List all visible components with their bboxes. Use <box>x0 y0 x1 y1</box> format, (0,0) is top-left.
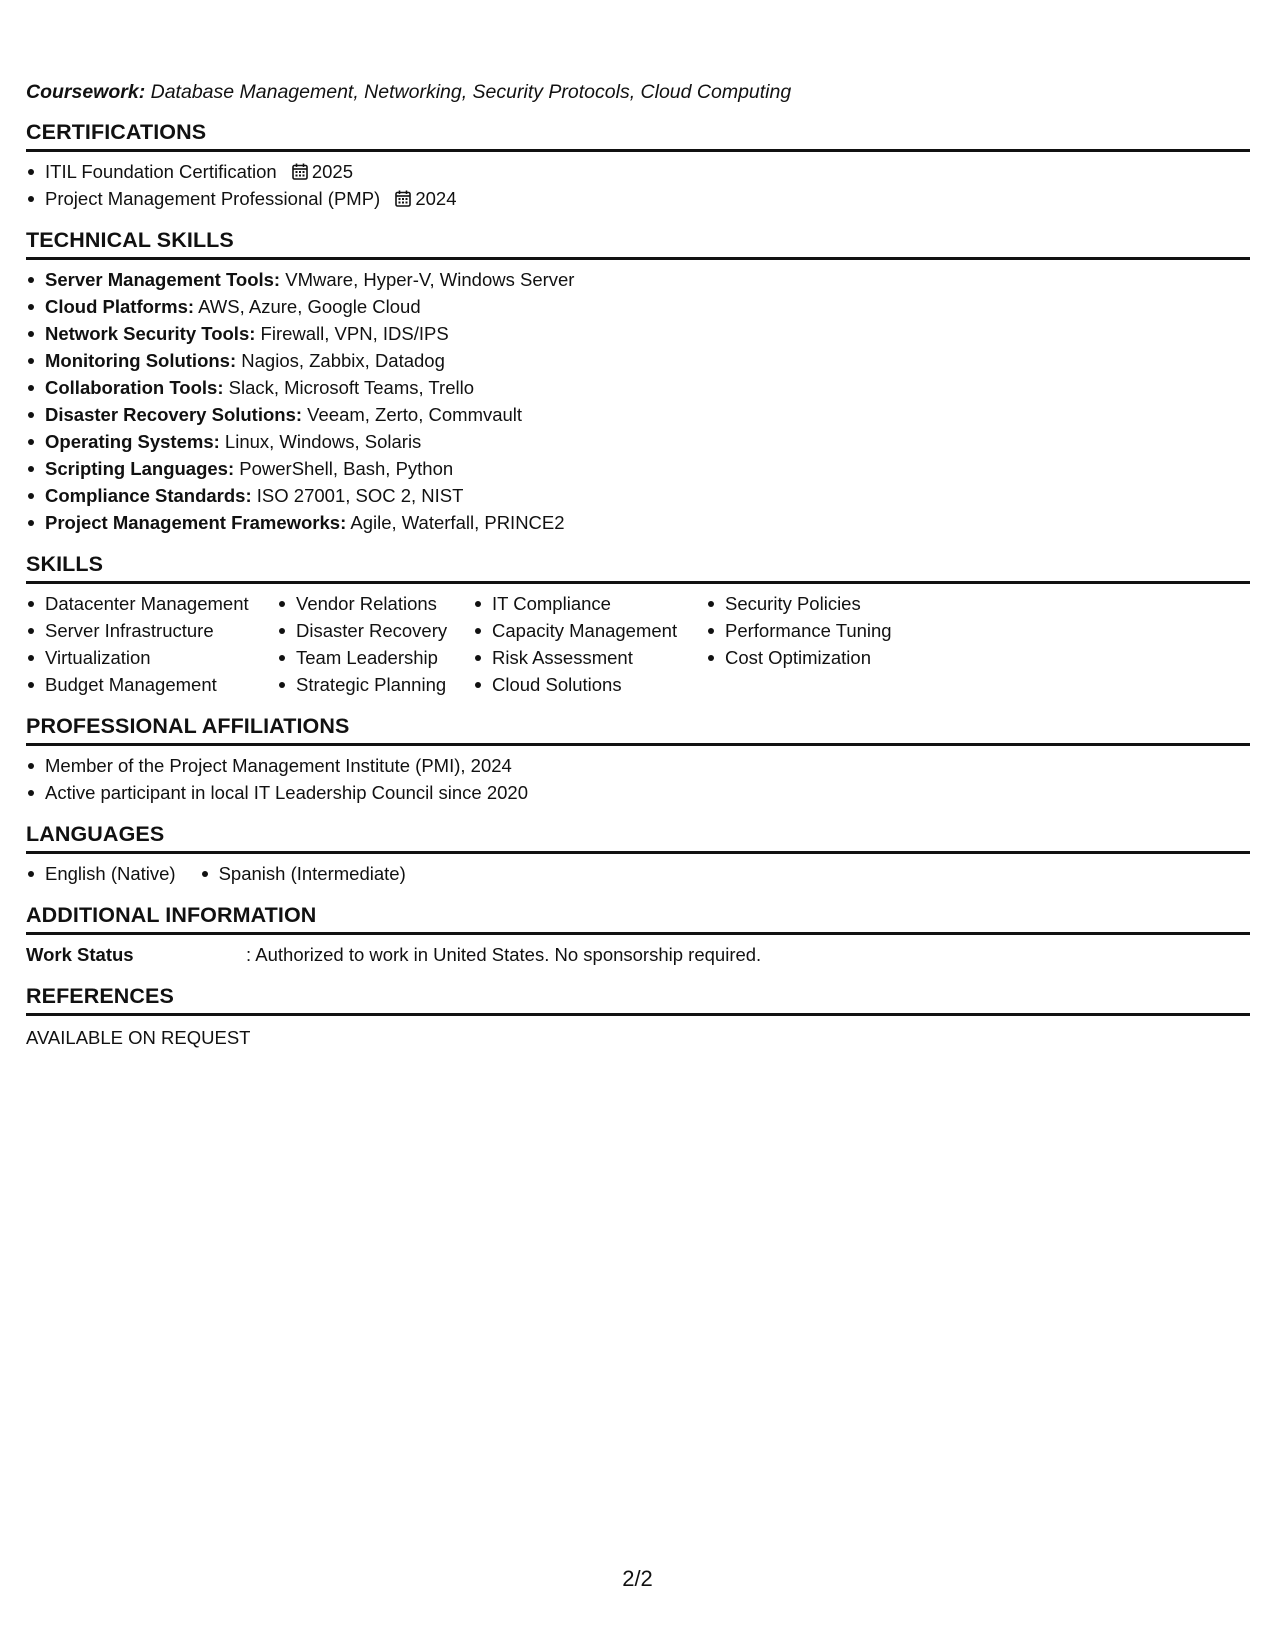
coursework-label: Coursework: <box>26 81 146 103</box>
skills-column <box>706 590 926 698</box>
technical-skill-item <box>26 347 1250 374</box>
affiliations-heading: PROFESSIONAL AFFILIATIONS <box>26 712 1250 746</box>
page-number: 2/2 <box>622 1566 653 1591</box>
technical-skill-label: Network Security Tools: <box>45 323 256 344</box>
work-status-label: Work Status <box>26 944 134 965</box>
technical-skill-value: Veeam, Zerto, Commvault <box>307 404 523 425</box>
skill-item: Virtualization <box>26 644 277 671</box>
technical-skills-list <box>26 266 1250 536</box>
work-status-value: : Authorized to work in United States. No sponsorship required. <box>246 944 762 965</box>
technical-skill-value: Nagios, Zabbix, Datadog <box>241 350 445 371</box>
technical-skills-section <box>26 226 1250 536</box>
skills-column <box>277 590 473 698</box>
technical-skill-label: Operating Systems: <box>45 431 220 452</box>
certification-year: 2025 <box>311 161 354 182</box>
certification-item <box>26 185 1250 212</box>
skill-item: Server Infrastructure <box>26 617 277 644</box>
additional-info-section <box>26 901 1250 968</box>
technical-skill-item <box>26 374 1250 401</box>
certifications-section <box>26 118 1250 212</box>
affiliation-item: Member of the Project Management Institute (PMI), 2024 <box>26 752 1250 779</box>
technical-skill-item <box>26 320 1250 347</box>
technical-skills-heading: TECHNICAL SKILLS <box>26 226 1250 260</box>
languages-list <box>26 860 1250 887</box>
technical-skill-value: Agile, Waterfall, PRINCE2 <box>350 512 565 533</box>
skill-item: Datacenter Management <box>26 590 277 617</box>
skills-column <box>26 590 277 698</box>
certification-name: ITIL Foundation Certification <box>45 161 277 182</box>
calendar-icon <box>395 190 411 207</box>
technical-skill-value: AWS, Azure, Google Cloud <box>198 296 421 317</box>
coursework-value: Database Management, Networking, Security Protocols, Cloud Computing <box>150 81 792 103</box>
technical-skill-value: Linux, Windows, Solaris <box>224 431 422 452</box>
affiliations-section <box>26 712 1250 806</box>
affiliations-list <box>26 752 1250 806</box>
additional-info-heading: ADDITIONAL INFORMATION <box>26 901 1250 935</box>
certifications-heading: CERTIFICATIONS <box>26 118 1250 152</box>
technical-skill-label: Compliance Standards: <box>45 485 252 506</box>
technical-skill-value: ISO 27001, SOC 2, NIST <box>256 485 464 506</box>
technical-skill-label: Scripting Languages: <box>45 458 235 479</box>
technical-skill-label: Cloud Platforms: <box>45 296 195 317</box>
technical-skill-value: VMware, Hyper-V, Windows Server <box>285 269 575 290</box>
technical-skill-label: Collaboration Tools: <box>45 377 224 398</box>
technical-skill-label: Project Management Frameworks: <box>45 512 347 533</box>
technical-skill-label: Server Management Tools: <box>45 269 281 290</box>
skill-item: Strategic Planning <box>277 671 473 698</box>
certification-date <box>395 188 456 209</box>
technical-skill-label: Disaster Recovery Solutions: <box>45 404 303 425</box>
technical-skill-value: Firewall, VPN, IDS/IPS <box>260 323 449 344</box>
certification-year: 2024 <box>415 188 457 209</box>
certification-date <box>292 161 353 182</box>
technical-skill-item <box>26 428 1250 455</box>
skill-item: Disaster Recovery <box>277 617 473 644</box>
certification-name: Project Management Professional (PMP) <box>45 188 381 209</box>
skill-item: Capacity Management <box>473 617 706 644</box>
coursework-line <box>26 78 1250 106</box>
skills-heading: SKILLS <box>26 550 1250 584</box>
references-section <box>26 982 1250 1051</box>
language-item: Spanish (Intermediate) <box>200 860 406 887</box>
technical-skill-item <box>26 455 1250 482</box>
skill-item: Security Policies <box>706 590 926 617</box>
skills-column <box>473 590 706 698</box>
technical-skill-item <box>26 509 1250 536</box>
technical-skill-item <box>26 266 1250 293</box>
skill-item: Budget Management <box>26 671 277 698</box>
technical-skill-item <box>26 293 1250 320</box>
skill-item: Performance Tuning <box>706 617 926 644</box>
affiliation-item: Active participant in local IT Leadership Council since 2020 <box>26 779 1250 806</box>
technical-skill-label: Monitoring Solutions: <box>45 350 237 371</box>
technical-skill-value: Slack, Microsoft Teams, Trello <box>228 377 474 398</box>
skill-item: Team Leadership <box>277 644 473 671</box>
calendar-icon <box>292 163 308 180</box>
skills-section <box>26 550 1250 698</box>
skill-item: Vendor Relations <box>277 590 473 617</box>
technical-skill-value: PowerShell, Bash, Python <box>239 458 454 479</box>
skill-item: Cloud Solutions <box>473 671 706 698</box>
skill-item: Cost Optimization <box>706 644 926 671</box>
certification-item <box>26 158 1250 185</box>
certifications-list <box>26 158 1250 212</box>
references-text: AVAILABLE ON REQUEST <box>26 1027 251 1048</box>
skill-item: IT Compliance <box>473 590 706 617</box>
technical-skill-item <box>26 482 1250 509</box>
language-item: English (Native) <box>26 860 176 887</box>
languages-heading: LANGUAGES <box>26 820 1250 854</box>
work-status-row <box>26 941 1250 968</box>
skill-item: Risk Assessment <box>473 644 706 671</box>
technical-skill-item <box>26 401 1250 428</box>
references-heading: REFERENCES <box>26 982 1250 1016</box>
languages-section <box>26 820 1250 887</box>
skills-grid <box>26 590 1250 698</box>
resume-page <box>26 78 1250 1065</box>
